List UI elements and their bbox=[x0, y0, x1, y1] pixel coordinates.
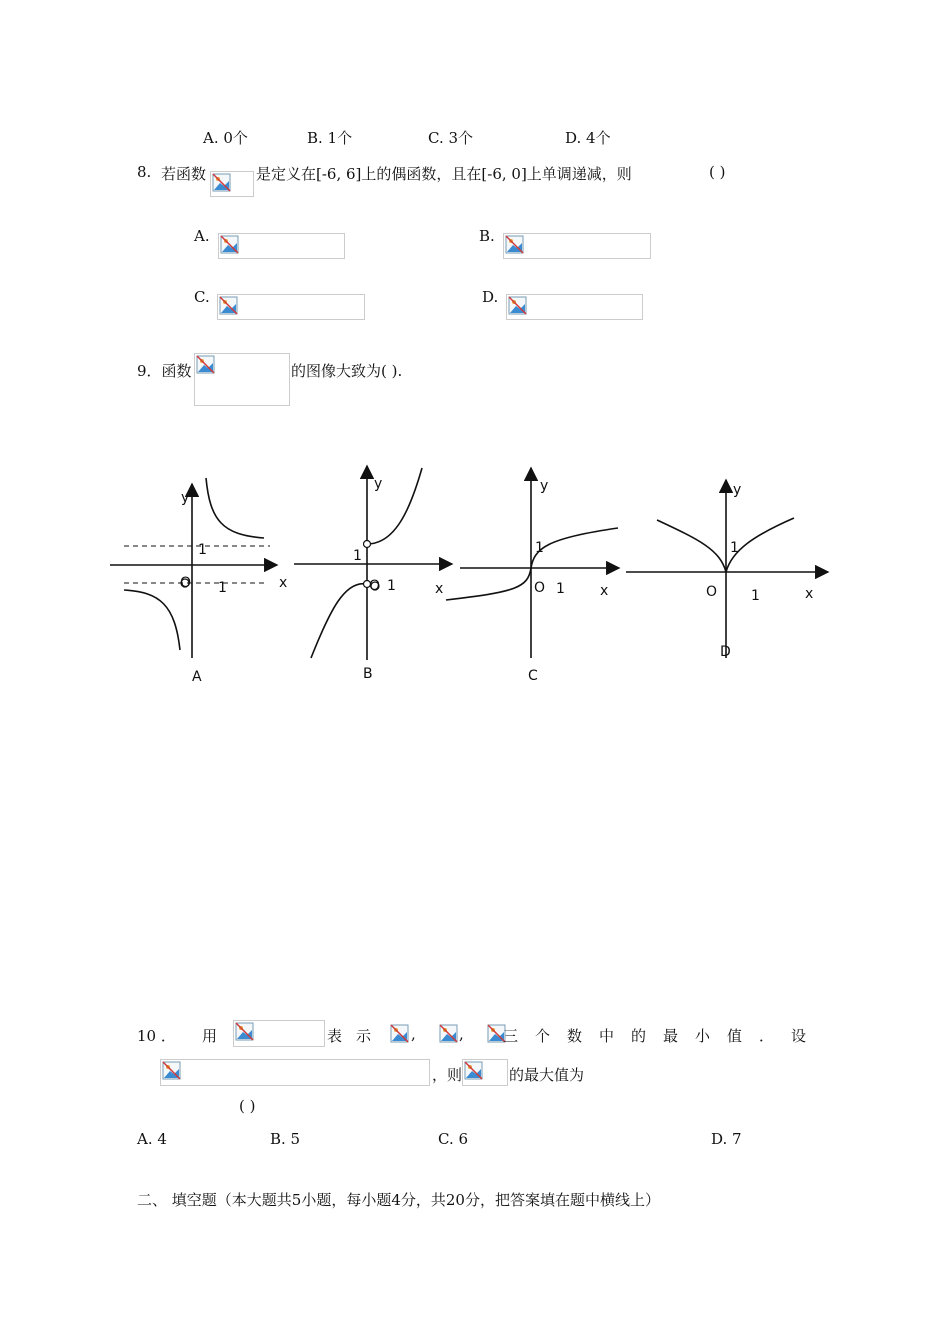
q10-rest: 三个数中的最小值．设 bbox=[503, 1027, 824, 1045]
q8-choice-b-image bbox=[503, 233, 651, 259]
broken-image-icon bbox=[439, 1024, 458, 1043]
graph-a-one-y: 1 bbox=[198, 542, 207, 558]
graph-d-origin-label: O bbox=[706, 584, 718, 600]
q8-number: 8. bbox=[137, 163, 152, 181]
graph-a bbox=[110, 478, 277, 658]
q8-choice-a-label: A. bbox=[194, 227, 210, 245]
q10-function-def-image bbox=[160, 1059, 430, 1086]
broken-image-icon bbox=[390, 1024, 409, 1043]
graph-c-one-x: 1 bbox=[556, 581, 565, 597]
graph-b-one-y: 1 bbox=[353, 548, 362, 564]
graph-c bbox=[446, 468, 619, 658]
graph-b-one-x: 1 bbox=[387, 578, 396, 594]
graph-c-caption: C bbox=[528, 668, 538, 684]
graph-a-caption: A bbox=[192, 669, 202, 685]
graph-d-caption: D bbox=[720, 644, 731, 660]
q9-text-post: 的图像大致为( ). bbox=[291, 362, 403, 380]
q10-option-c: C. 6 bbox=[438, 1130, 469, 1148]
graph-a-y-label: y bbox=[181, 490, 190, 506]
q8-choice-c-image bbox=[217, 294, 365, 320]
q8-text-post: 是定义在[-6, 6]上的偶函数，且在[-6, 0]上单调递减，则 bbox=[256, 165, 632, 183]
graph-a-x-label: x bbox=[279, 575, 288, 591]
q8-choice-d-image bbox=[506, 294, 643, 320]
q10-biaoshi: 表示 bbox=[327, 1027, 386, 1045]
graph-c-curve bbox=[446, 528, 618, 600]
q10-var-a-image bbox=[389, 1023, 411, 1045]
graph-d-one-x: 1 bbox=[751, 588, 760, 604]
q10-option-d: D. 7 bbox=[711, 1130, 742, 1148]
graph-c-x-label: x bbox=[600, 583, 609, 599]
broken-image-icon bbox=[196, 355, 215, 374]
q7-option-d: D. 4个 bbox=[565, 129, 611, 147]
q8-function-image bbox=[210, 171, 254, 197]
q8-choice-a-image bbox=[218, 233, 345, 259]
graph-a-curve-right bbox=[206, 478, 264, 538]
q10-answer-paren: ( ) bbox=[239, 1097, 256, 1115]
q8-choice-c-label: C. bbox=[194, 288, 210, 306]
broken-image-icon bbox=[219, 296, 238, 315]
graph-d bbox=[626, 480, 828, 658]
graph-c-y-label: y bbox=[540, 478, 549, 494]
graph-b-caption: B bbox=[363, 666, 373, 682]
q10-comma-1: , bbox=[411, 1025, 416, 1043]
broken-image-icon bbox=[508, 296, 527, 315]
q8-answer-paren: ( ) bbox=[709, 163, 726, 181]
graph-b-y-label: y bbox=[374, 476, 383, 492]
graph-b-curve-lower bbox=[311, 584, 367, 658]
graph-b bbox=[294, 466, 452, 660]
broken-image-icon bbox=[505, 235, 524, 254]
q10-maxval: 的最大值为 bbox=[509, 1066, 585, 1084]
q10-number: 10 ． bbox=[137, 1027, 176, 1045]
broken-image-icon bbox=[235, 1022, 254, 1041]
broken-image-icon bbox=[220, 235, 239, 254]
q10-var-b-image bbox=[438, 1023, 460, 1045]
q10-min-notation-image bbox=[233, 1020, 325, 1047]
q8-choice-d-label: D. bbox=[482, 288, 499, 306]
q10-ze: ，则 bbox=[432, 1066, 463, 1084]
graph-b-origin-label: O bbox=[369, 578, 381, 594]
q8-text-pre: 若函数 bbox=[161, 165, 207, 183]
graph-b-open-point-upper bbox=[364, 541, 371, 548]
q9-function-image bbox=[194, 353, 290, 406]
graph-a-one-x: 1 bbox=[218, 580, 227, 596]
graph-a-curve-left bbox=[124, 590, 180, 650]
graph-d-x-label: x bbox=[805, 586, 814, 602]
graph-c-one-y: 1 bbox=[535, 540, 544, 556]
graph-a-origin-label: O bbox=[180, 575, 192, 591]
q10-fx-image bbox=[462, 1059, 508, 1086]
q10-option-b: B. 5 bbox=[270, 1130, 301, 1148]
q7-option-b: B. 1个 bbox=[307, 129, 353, 147]
broken-image-icon bbox=[162, 1061, 181, 1080]
q10-comma-2: , bbox=[459, 1025, 464, 1043]
graph-c-origin-label: O bbox=[534, 580, 546, 596]
q10-option-a: A. 4 bbox=[137, 1130, 167, 1148]
q9-graphs bbox=[0, 440, 950, 700]
graph-d-y-label: y bbox=[733, 482, 742, 498]
q8-choice-b-label: B. bbox=[479, 227, 495, 245]
broken-image-icon bbox=[464, 1061, 483, 1080]
graph-b-x-label: x bbox=[435, 581, 444, 597]
q10-yong: 用 bbox=[202, 1027, 218, 1045]
section-2-heading: 二、 填空题（本大题共5小题，每小题4分，共20分，把答案填在题中横线上） bbox=[137, 1191, 660, 1209]
q9-text-pre: 9．函数 bbox=[137, 362, 192, 380]
broken-image-icon bbox=[212, 173, 231, 192]
q7-option-c: C. 3个 bbox=[428, 129, 474, 147]
q7-option-a: A. 0个 bbox=[203, 129, 248, 147]
graph-d-one-y: 1 bbox=[730, 540, 739, 556]
